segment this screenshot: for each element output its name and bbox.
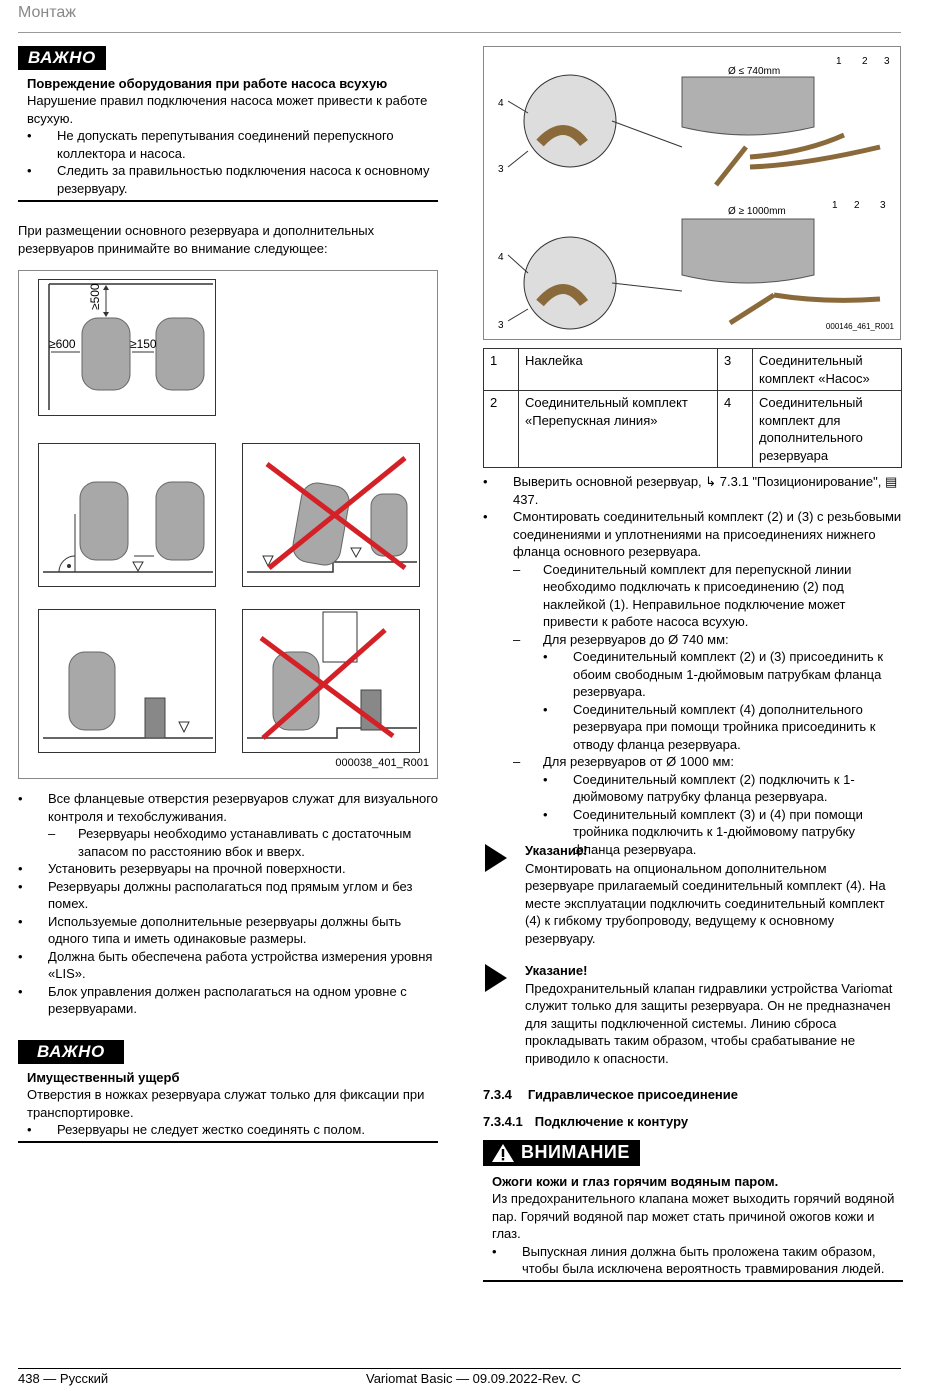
note-title: Указание! — [525, 963, 588, 978]
running-header: Монтаж — [18, 4, 76, 21]
footer-page: 438 — Русский — [18, 1371, 109, 1386]
connection-drawing — [484, 47, 900, 339]
dim-left-label: ≥600 — [49, 337, 76, 351]
figure-code: 000038_401_R001 — [335, 756, 429, 769]
caution-bullet: • Выпускная линия должна быть проложена таким образом, чтобы была исключена вероятность травмирования людей. — [492, 1243, 903, 1278]
section-heading-7341: 7.3.4.1 Подключение к контуру — [483, 1114, 689, 1129]
step-subsubitem: • Соединительный комплект (2) подключить к 1-дюймовому патрубку фланца резервуара. — [543, 771, 903, 806]
note-1 — [525, 842, 897, 947]
note-text: Смонтировать на опциональном дополнительном резервуаре прилагаемый соединительный комплект (4). На месте эксплуатации подключить соединительный комплект (4) к гибкому трубопроводу, ведущему к основному резервуару. — [525, 860, 886, 946]
step-subsubitem: • Соединительный комплект (4) дополнительного резервуара при помощи тройника присоединить к отводу фланца резервуара. — [543, 701, 903, 754]
notice-bullet: • Не допускать перепутывания соединений перепускного коллектора и насоса. — [27, 127, 438, 162]
caution-title: Ожоги кожи и глаз горячим водяным паром. — [492, 1173, 779, 1189]
control-unit-wrong-drawing — [243, 610, 419, 752]
step-subsubitem: • Соединительный комплект (2) и (3) присоединить к обоим свободным 1-дюймовым патрубкам фланца резервуара. — [543, 648, 903, 701]
callout-3c: 3 — [880, 200, 886, 211]
callout-4: 4 — [498, 98, 504, 109]
tank-placement-figure — [18, 270, 438, 779]
control-unit-level-drawing — [39, 610, 215, 752]
step-item: • Смонтировать соединительный комплект (2) и (3) с резьбовыми соединениями и уплотнениями на присоединениях нижнего фланца основного резервуара. – Соединительный комплект для перепускной линии необходимо подключать к присоединению (2) под наклейкой (1). Неправильное подключение может привести к работе насоса всухую. – Для резервуаров до Ø 740 мм: • Соединительный комплект (2) и (3) присоединить к обоим свободным 1-дюймовым патрубкам фланца резервуара. • Соединительный комплект (4) дополнительного резервуара при помощи тройника присоединить к отводу фланца резервуара. – Для резервуаров от Ø 1000 мм: • Соединительный комплект (2) подключить к 1-дюймовому патрубку фланца резервуара. • Соединительный комплект (3) и (4) при помощи тройника подключить к 1-дюймовому патрубку фланца резервуара. — [483, 508, 903, 858]
caution-notice — [483, 1140, 903, 1282]
table-cell: Наклейка — [519, 349, 718, 391]
table-row — [484, 349, 902, 391]
diameter-label-1: Ø ≤ 740mm — [728, 66, 781, 77]
dim-top-label: ≥500 — [88, 283, 102, 310]
caution-rule — [483, 1280, 903, 1282]
notice-title: Имущественный ущерб — [27, 1069, 180, 1085]
caution-badge: ВНИМАНИЕ — [483, 1140, 640, 1166]
step-subitem: – Соединительный комплект для перепускной линии необходимо подключать к присоединению (2) под наклейкой (1). Неправильное подключение может привести к работе насоса всухую. — [513, 561, 903, 631]
placement-rules — [18, 790, 438, 1018]
correct-placement-drawing — [39, 444, 215, 586]
step-item: • Выверить основной резервуар, ↳ 7.3.1 "Позиционирование", ▤ 437. — [483, 473, 903, 508]
note-text: Предохранительный клапан гидравлики устройства Variomat служит только для защиты резервуара. Он не предназначен для защиты подключенной системы. Линию сброса прокладывать таким образом, чтобы срабатывание не приводило к опасности. — [525, 980, 893, 1066]
install-steps — [483, 473, 903, 858]
table-cell: 4 — [718, 391, 753, 468]
step-subsubitem: • Соединительный комплект (3) и (4) при помощи тройника подключить к 1-дюймовому патрубку фланца резервуара. — [543, 806, 903, 859]
notice-bullet: • Следить за правильностью подключения насоса к основному резервуару. — [27, 162, 438, 197]
table-row — [484, 391, 902, 468]
dim-mid-label: ≥150 — [130, 337, 157, 351]
link-arrow-icon: ↳ — [705, 474, 720, 489]
callout-3d: 3 — [498, 320, 504, 331]
rule-item: • Должна быть обеспечена работа устройства измерения уровня «LIS». — [18, 948, 438, 983]
important-badge: ВАЖНО — [18, 46, 106, 70]
warning-triangle-icon — [491, 1143, 515, 1163]
header-rule — [18, 32, 901, 33]
note-arrow-icon — [485, 844, 507, 872]
important-notice-1 — [18, 46, 438, 202]
notice-text: Отверстия в ножках резервуара служат только для фиксации при транспортировке. — [27, 1087, 425, 1120]
legend-table — [483, 348, 902, 468]
page-icon: ▤ — [884, 474, 898, 489]
diameter-label-2: Ø ≥ 1000mm — [728, 206, 786, 217]
rule-item: • Установить резервуары на прочной поверхности. — [18, 860, 438, 878]
caution-text: Из предохранительного клапана может выходить горячий водяной пар. Горячий водяной пар может стать причиной ожогов кожи и глаз. — [492, 1191, 895, 1241]
notice-title: Повреждение оборудования при работе насоса всухую — [27, 75, 388, 91]
footer-doc: Variomat Basic — 09.09.2022-Rev. C — [366, 1371, 581, 1386]
spacing-panel — [38, 279, 216, 416]
rule-item: • Резервуары должны располагаться под прямым углом и без помех. — [18, 878, 438, 913]
notice-bullet: • Резервуары не следует жестко соединять с полом. — [27, 1121, 438, 1139]
table-cell: Соединительный комплект «Насос» — [753, 349, 902, 391]
note-arrow-icon — [485, 964, 507, 992]
figure-code: 000146_461_R001 — [825, 321, 894, 331]
callout-4b: 4 — [498, 252, 504, 263]
page-link[interactable]: 437. — [513, 491, 539, 507]
note-title: Указание! — [525, 843, 588, 858]
control-unit-level-panel — [38, 609, 216, 753]
connection-figure — [483, 46, 901, 340]
section-link[interactable]: 7.3.1 "Позиционирование", — [719, 474, 885, 489]
step-subitem: – Для резервуаров до Ø 740 мм: • Соединительный комплект (2) и (3) присоединить к обоим свободным 1-дюймовым патрубкам фланца резервуара. • Соединительный комплект (4) дополнительного резервуара при помощи тройника присоединить к отводу фланца резервуара. — [513, 631, 903, 754]
table-cell: 1 — [484, 349, 519, 391]
rule-subitem: – Резервуары необходимо устанавливать с достаточным запасом по расстоянию вбок и вверх. — [48, 825, 438, 860]
note-2 — [525, 962, 897, 1067]
table-cell: 2 — [484, 391, 519, 468]
incorrect-placement-drawing — [243, 444, 419, 586]
rule-item: • Используемые дополнительные резервуары должны быть одного типа и иметь одинаковые размеры. — [18, 913, 438, 948]
callout-1: 1 — [836, 56, 842, 67]
notice-rule — [18, 200, 438, 202]
callout-2: 2 — [862, 56, 868, 67]
intro-paragraph: При размещении основного резервуара и дополнительных резервуаров принимайте во внимание следующее: — [18, 223, 375, 256]
callout-1b: 1 — [832, 200, 838, 211]
callout-3: 3 — [884, 56, 890, 67]
important-badge: ВАЖНО — [18, 1040, 124, 1064]
callout-3b: 3 — [498, 164, 504, 175]
control-unit-wrong-panel — [242, 609, 420, 753]
notice-text: Нарушение правил подключения насоса может привести к работе всухую. — [27, 93, 428, 126]
incorrect-placement-panel — [242, 443, 420, 587]
notice-rule — [18, 1141, 438, 1143]
table-cell: 3 — [718, 349, 753, 391]
table-cell: Соединительный комплект для дополнительного резервуара — [753, 391, 902, 468]
rule-item: • Блок управления должен располагаться на одном уровне с резервуарами. — [18, 983, 438, 1018]
footer-rule — [18, 1368, 901, 1369]
rule-item: • Все фланцевые отверстия резервуаров служат для визуального контроля и техобслуживания. – Резервуары необходимо устанавливать с достаточным запасом по расстоянию вбок и вверх. — [18, 790, 438, 860]
callout-2b: 2 — [854, 200, 860, 211]
table-cell: Соединительный комплект «Перепускная линия» — [519, 391, 718, 468]
correct-placement-panel — [38, 443, 216, 587]
important-notice-2 — [18, 1040, 438, 1143]
section-heading-734: 7.3.4 Гидравлическое присоединение — [483, 1087, 738, 1102]
step-subitem: – Для резервуаров от Ø 1000 мм: • Соединительный комплект (2) подключить к 1-дюймовому патрубку фланца резервуара. • Соединительный комплект (3) и (4) при помощи тройника подключить к 1-дюймовому патрубку фланца резервуара. — [513, 753, 903, 858]
